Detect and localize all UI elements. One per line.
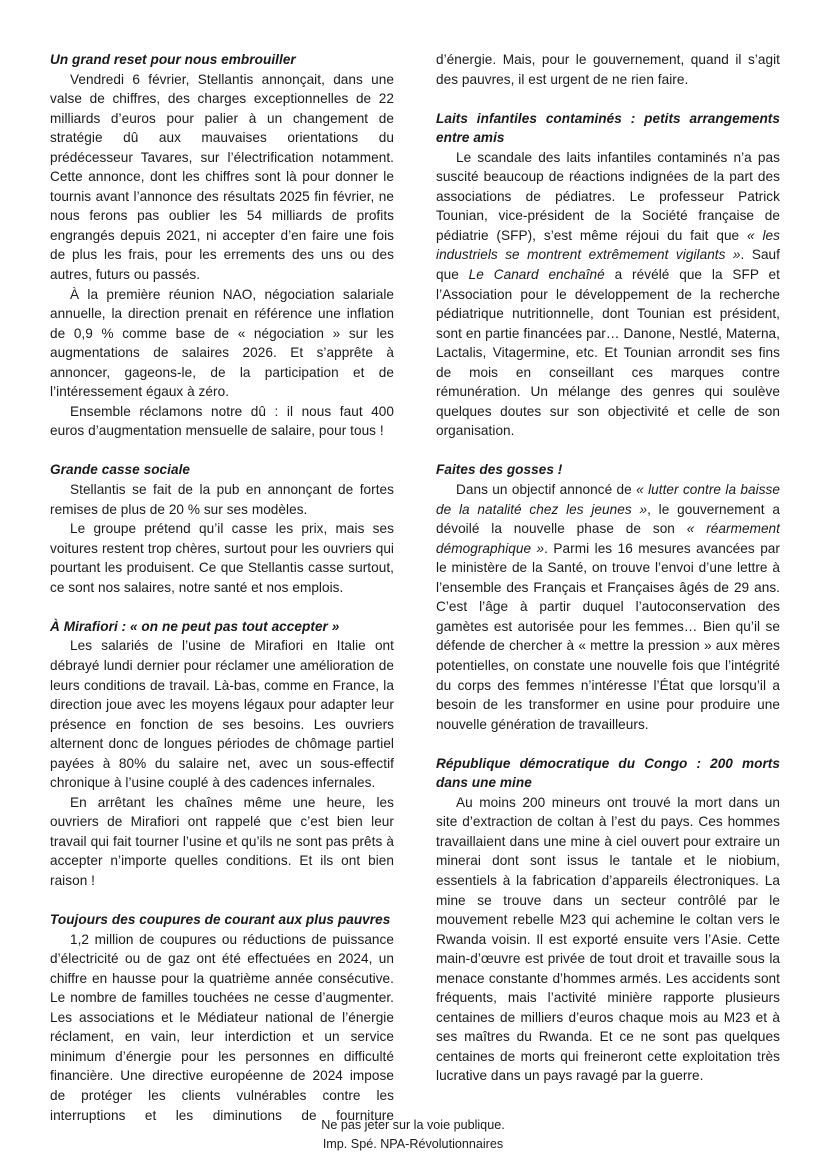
article-paragraph: Les salariés de l’usine de Mirafiori en Italie ont débrayé lundi dernier pour réclamer une amélioration de leurs conditions de travail. Là-bas, comme en France, la direction joue avec les moyens légaux pour adapter leur présence en fonction de ses besoins. Les ouvriers alternent donc de longues périodes de chômage partiel payées à 80% du salaire net, avec un sous-effectif chronique à l’usine couplé à des cadences infernales.	[50, 638, 394, 791]
text-run: a révélé que la SFP et l’Association pour le développement de la recherche pédiatrique nutritionnelle, dont Tounian est président, sont en partie financées par… Danone, Nestlé, Materna, Lactalis, Vitagermine, etc. Et Tounian arrondit ses fins de mois en conseillant ces marques contre rémunération. Un mélange des genres qui soulève quelques doutes sur son objectivité et celle de son organisation.	[436, 267, 780, 439]
article-paragraph	[436, 148, 780, 441]
article-title: République démocratique du Congo : 200 morts dans une mine	[436, 755, 780, 791]
article-paragraph: Stellantis se fait de la pub en annonçant de fortes remises de plus de 20 % sur ses modèles.	[50, 482, 394, 517]
article-paragraph: Vendredi 6 février, Stellantis annonçait, dans une valse de chiffres, des charges exceptionnelles de 22 milliards d’euros pour palier à un changement de stratégie dû aux mauvaises orientations du prédécesseur Tavares, sur l’électrification notamment. Cette annonce, dont les chiffres sont là pour donner le tournis avant l’annonce des résultats 2025 fin février, ne nous ferons pas oublier les 54 milliards de profits engrangés depuis 2021, ni accepter d’en faire une fois de plus les frais, pour les errements des uns ou des autres, futurs ou passés.	[50, 71, 394, 283]
article-title: Grande casse sociale	[50, 462, 191, 478]
quote-text: « réarmement démographique »	[436, 521, 780, 556]
right-column	[436, 50, 780, 1106]
text-run: . Parmi les 16 mesures avancées par le ministère de la Santé, on trouve l’envoi d’une lettre à l’ensemble des Français et Françaises âgés de 29 ans. C’est l’âge à partir duquel l’autoconservation des gamètes est autorisée pour les femmes… Bien qu’il se défende de chercher à « mettre la pression » aux mères potentielles, on constate une nouvelle fois que l’intégrité du corps des femmes n’intéresse l’État que lorsqu’il a besoin de les transformer en usine pour produire une nouvelle génération de travailleurs.	[436, 540, 780, 732]
footer	[0, 1116, 826, 1154]
article-rdc-congo	[436, 754, 780, 1086]
article-paragraph: Ensemble réclamons notre dû : il nous faut 400 euros d’augmentation mensuelle de salaire, pour tous !	[50, 403, 394, 439]
article-paragraph: En arrêtant les chaînes même une heure, les ouvriers de Mirafiori ont rappelé que c’est bien leur travail qui fait tourner l’usine et qu’ils ne sont pas prêts à accepter n’importe quelles conditions. Et ils ont bien raison !	[50, 794, 394, 888]
article-paragraph: 1,2 million de coupures ou réductions de puissance d’électricité ou de gaz ont été effectuées en 2024, un chiffre en hausse pour la quatrième année consécutive. Le nombre de familles touchées ne cesse d’augmenter. Les associations et le Médiateur national de l’énergie réclament, en vain, leur interdiction et un service minimum d’énergie pour les personnes en difficulté financière. Une directive européenne de 2024 impose de protéger les clients vulnérables contre les interruptions et les diminutions de fourniture	[50, 931, 394, 1123]
text-run: Dans un objectif annoncé de	[456, 482, 637, 498]
article-title: À Mirafiori : « on ne peut pas tout accepter »	[50, 618, 340, 634]
footer-printer: Imp. Spé. NPA-Révolutionnaires	[322, 1137, 504, 1151]
quote-text: « les industriels se montrent extrêmement vigilants »	[436, 227, 780, 263]
article-grande-casse-sociale	[50, 460, 394, 597]
article-laits-infantiles	[436, 109, 780, 441]
article-mirafiori	[50, 617, 394, 891]
article-paragraph: À la première réunion NAO, négociation salariale annuelle, la direction prenait en référence une inflation de 0,9 % comme base de « négociation » sur les augmentations de salaires 2026. Et s’apprête à annoncer, gageons-le, de la participation et de l’intéressement égaux à zéro.	[50, 286, 394, 400]
article-title: Toujours des coupures de courant aux plus pauvres	[50, 912, 391, 928]
text-run: Le scandale des laits infantiles contaminés n’a pas suscité beaucoup de réactions indignées de la part des associations de pédiatres. Le professeur Patrick Tounian, vice-président de la Société française de pédiatrie (SFP), s’est même réjoui du fait que	[436, 149, 780, 243]
text-run: . Sauf que	[436, 247, 780, 283]
left-column	[50, 50, 394, 1145]
article-paragraph	[436, 480, 780, 734]
article-faites-des-gosses	[436, 460, 780, 734]
article-paragraph: Au moins 200 mineurs ont trouvé la mort dans un site d’extraction de coltan à l’est du pays. Ces hommes travaillaient dans une mine à ciel ouvert pour extraire un minerai dont sont issus le tantale et le niobium, essentiels à la fabrication d’appareils électroniques. La mine se trouve dans un secteur contrôlé par le mouvement rebelle M23 qui achemine le coltan vers le Rwanda voisin. Il est exporté ensuite vers l’Asie. Cette main-d’œuvre est privée de tout droit et travaille sous la menace constante d’hommes armés. Les accidents sont fréquents, mais l’activité minière rapporte plusieurs centaines de milliers d’euros chaque mois au M23 et à ses maîtres du Rwanda. Et ce ne sont pas quelques centaines de morts qui freineront cette exploitation très lucrative dans un pays ravagé par la guerre.	[436, 794, 780, 1084]
article-coupures-courant	[50, 910, 394, 1125]
article-coupures-courant-continued	[436, 50, 780, 89]
article-title: Laits infantiles contaminés : petits arrangements entre amis	[436, 110, 780, 146]
article-grand-reset	[50, 50, 394, 441]
article-title: Faites des gosses !	[436, 462, 563, 478]
journal-name: Le Canard enchaîné	[468, 267, 605, 283]
footer-notice: Ne pas jeter sur la voie publique.	[321, 1118, 505, 1132]
article-paragraph-continuation: d’énergie. Mais, pour le gouvernement, quand il s’agit des pauvres, il est urgent de ne rien faire.	[436, 52, 780, 87]
article-title: Un grand reset pour nous embrouiller	[50, 52, 296, 67]
text-run: , le gouvernement a dévoilé la nouvelle phase de son	[436, 501, 780, 537]
article-paragraph: Le groupe prétend qu’il casse les prix, mais ses voitures restent trop chères, surtout pour les ouvriers qui pourtant les produisent. Ce que Stellantis casse surtout, ce sont nos salaires, notre santé et nos emplois.	[50, 521, 394, 595]
quote-text: « lutter contre la baisse de la natalité chez les jeunes »	[436, 482, 780, 517]
